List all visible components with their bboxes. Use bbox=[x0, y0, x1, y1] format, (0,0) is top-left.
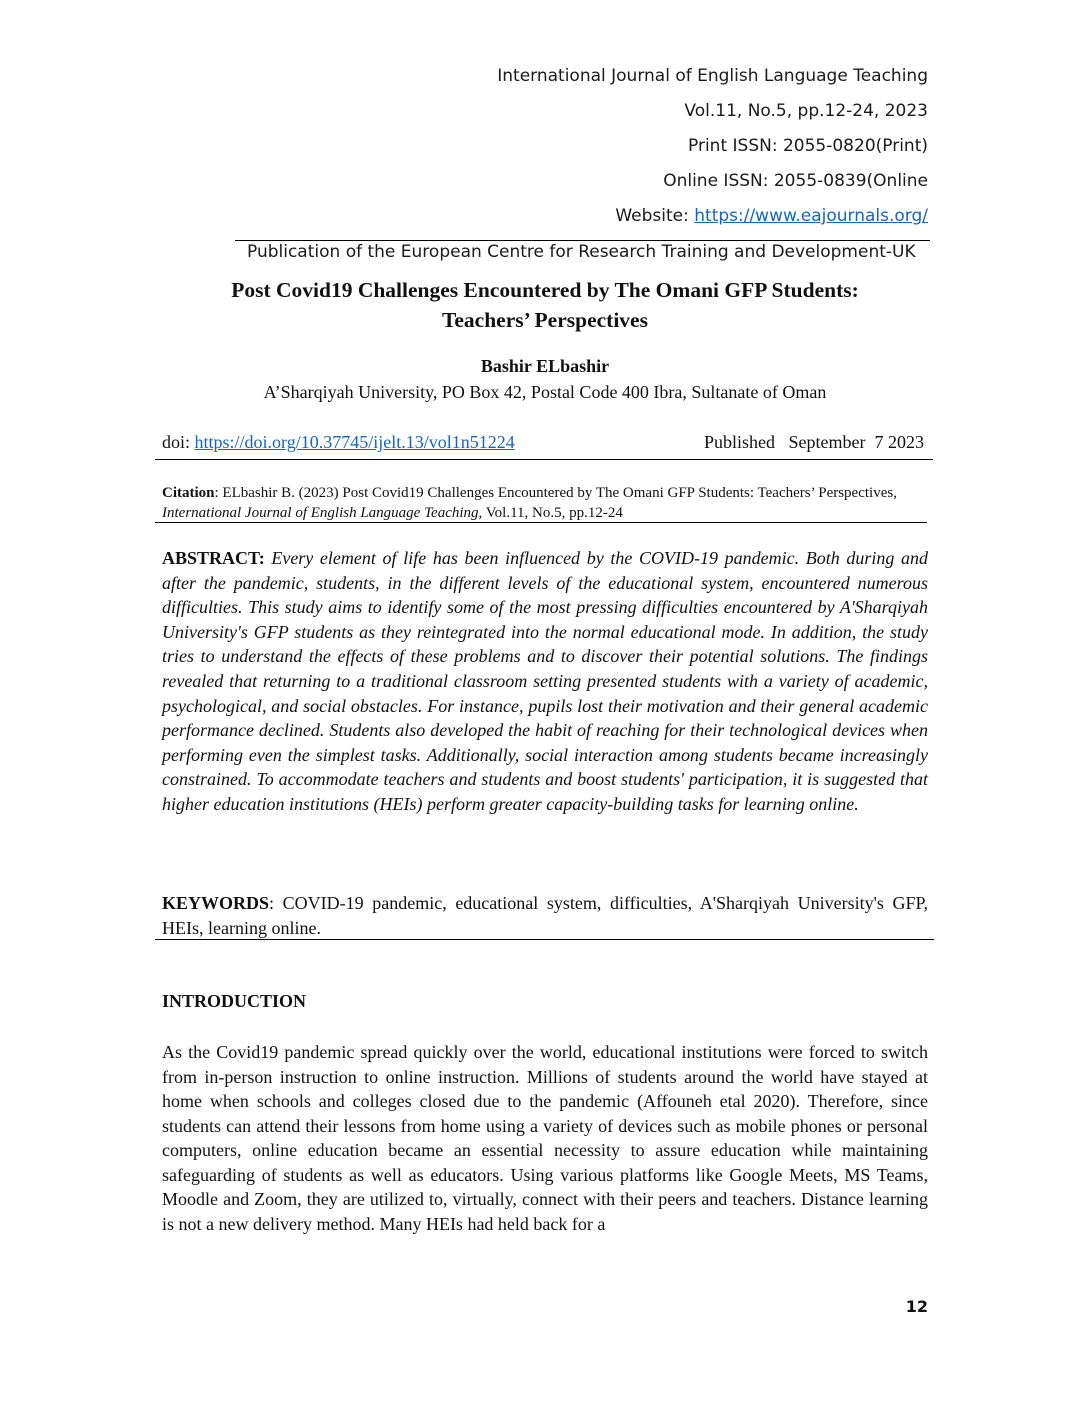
doi-row bbox=[162, 432, 928, 453]
website-label: Website: bbox=[615, 206, 695, 226]
introduction-heading: INTRODUCTION bbox=[162, 991, 307, 1011]
title-line-1: Post Covid19 Challenges Encountered by The Omani GFP Students: bbox=[231, 278, 859, 302]
citation-divider bbox=[155, 522, 927, 523]
published-date: Published September 7 2023 bbox=[704, 432, 924, 452]
keywords-label: KEYWORDS bbox=[162, 893, 270, 913]
online-issn: Online ISSN: 2055-0839(Online bbox=[663, 171, 928, 191]
author-affiliation: A’Sharqiyah University, PO Box 42, Postal Code 400 Ibra, Sultanate of Oman bbox=[263, 382, 827, 402]
introduction-paragraph: As the Covid19 pandemic spread quickly over the world, educational institutions were forced to switch from in-person instruction to online instruction. Millions of students around the world have stayed at home when schools and colleges closed due to the pandemic (Affouneh etal 2020). Therefore, since students can attend their lessons from home using a variety of devices such as mobile phones or personal computers, online education became an essential necessity to assure education while maintaining safeguarding of students as well as educators. Using various platforms like Google Meets, MS Teams, Moodle and Zoom, they are utilized to, virtually, connect with their peers and teachers. Distance learning is not a new delivery method. Many HEIs had held back for a bbox=[162, 1042, 928, 1234]
keywords-text: : COVID-19 pandemic, educational system, difficulties, A'Sharqiyah University's GFP, HEIs, learning online. bbox=[162, 893, 928, 938]
abstract-label: ABSTRACT: bbox=[162, 548, 265, 568]
doi-label: doi: bbox=[162, 432, 195, 452]
author-name: Bashir ELbashir bbox=[480, 356, 610, 376]
doi-divider bbox=[155, 459, 933, 460]
website-link[interactable]: https://www.eajournals.org/ bbox=[694, 206, 928, 226]
abstract-block bbox=[162, 546, 928, 817]
page-number: 12 bbox=[905, 1297, 928, 1316]
keywords-block bbox=[162, 891, 928, 941]
citation-block bbox=[162, 483, 928, 523]
citation-journal: International Journal of English Language Teaching bbox=[162, 505, 479, 521]
citation-text-2: , Vol.11, No.5, pp.12-24 bbox=[478, 505, 623, 521]
article-title bbox=[150, 275, 940, 335]
abstract-text: Every element of life has been influenced by the COVID-19 pandemic. Both during and after the pandemic, students, in the different levels of the educational system, encountered numerous difficulties. This study aims to identify some of the most pressing difficulties encountered by A'Sharqiyah University's GFP students as they reintegrated into the normal educational mode. In addition, the study tries to understand the effects of these problems and to discover their potential solutions. The findings revealed that returning to a traditional classroom setting presented students with a variety of academic, psychological, and social obstacles. For instance, pupils lost their motivation and their general academic performance declined. Students also developed the habit of reaching for their technological devices when performing even the simplest tasks. Additionally, social interaction among students became increasingly constrained. To accommodate teachers and students and boost students' participation, it is suggested that higher education institutions (HEIs) perform greater capacity-building tasks for learning online. bbox=[162, 548, 928, 814]
doi-link[interactable]: https://doi.org/10.37745/ijelt.13/vol1n51224 bbox=[194, 432, 515, 452]
citation-text-1: : ELbashir B. (2023) Post Covid19 Challenges Encountered by The Omani GFP Students: Teachers’ Perspectives, bbox=[214, 485, 897, 501]
header-divider bbox=[235, 240, 930, 241]
journal-name: International Journal of English Language Teaching bbox=[497, 66, 928, 86]
publisher-line: Publication of the European Centre for Research Training and Development-UK bbox=[247, 242, 916, 262]
website-line bbox=[615, 206, 928, 226]
title-line-2: Teachers’ Perspectives bbox=[442, 308, 648, 332]
keywords-divider bbox=[155, 939, 934, 940]
print-issn: Print ISSN: 2055-0820(Print) bbox=[688, 136, 928, 156]
citation-label: Citation bbox=[162, 485, 215, 501]
volume-info: Vol.11, No.5, pp.12-24, 2023 bbox=[684, 101, 928, 121]
